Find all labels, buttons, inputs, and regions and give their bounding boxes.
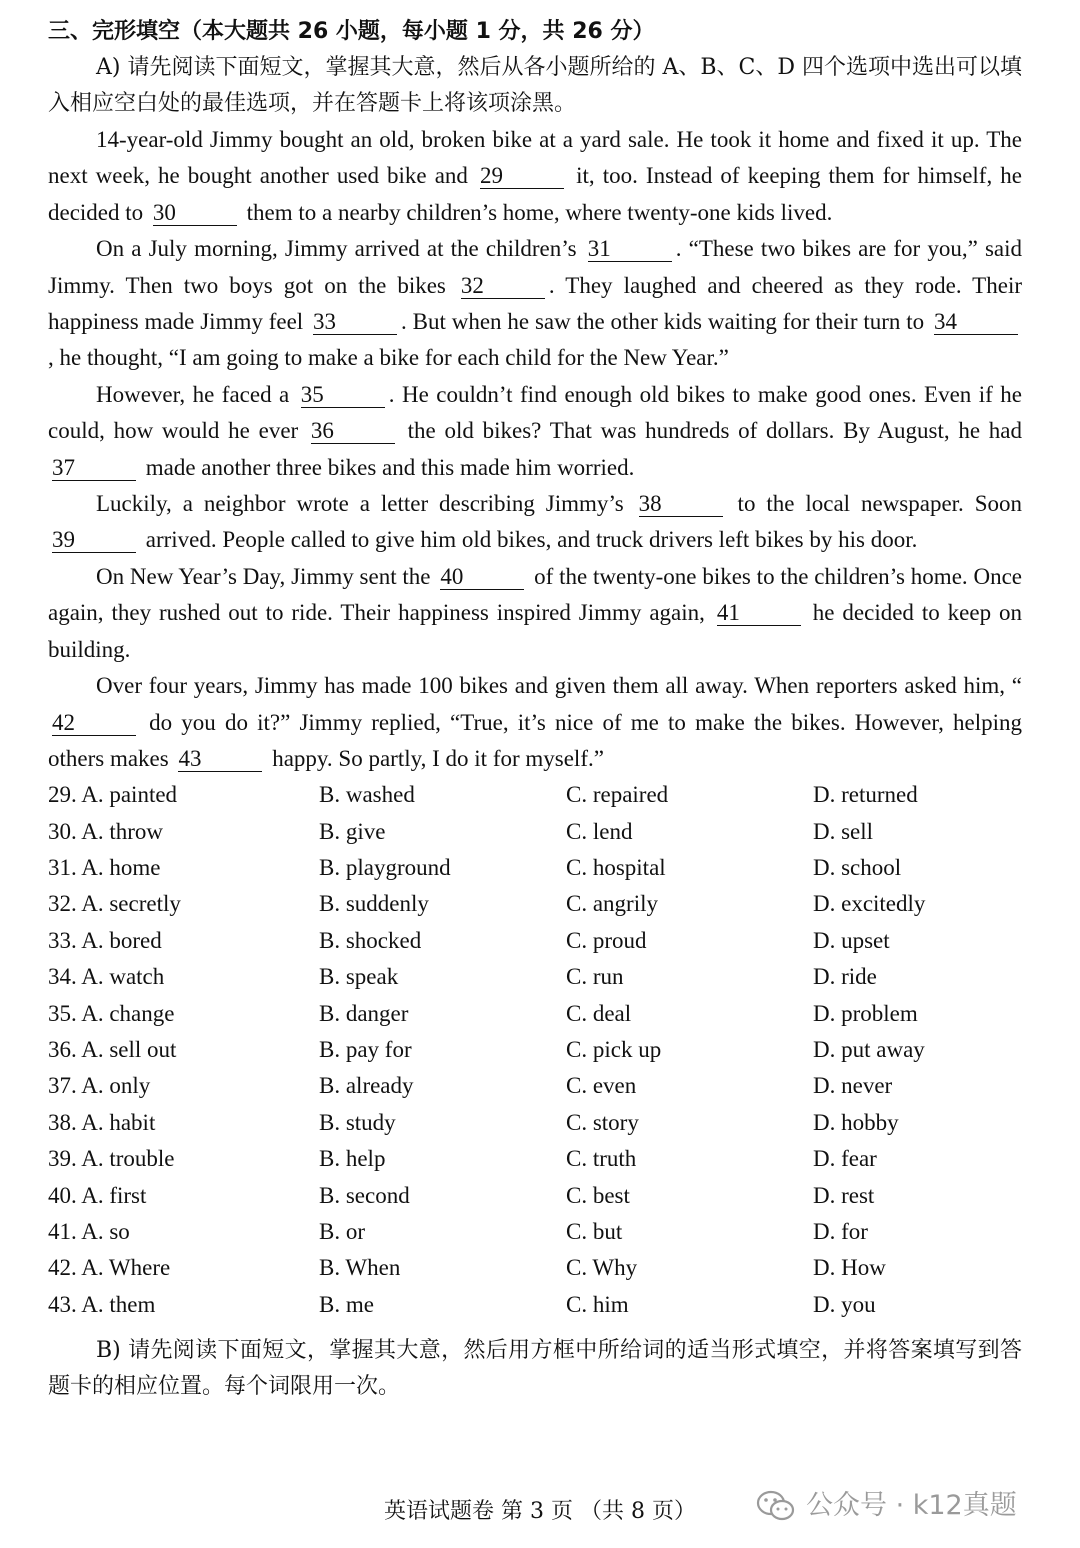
blank-29: 29 [480,164,564,189]
option-row [48,1214,1022,1250]
blank-38: 38 [639,492,723,517]
option-choice: B. study [319,1109,396,1135]
option-choice: D. school [813,855,902,881]
instruction-a: A) 请先阅读下面短文，掌握其大意，然后从各小题所给的 A、B、C、D 四个选项中选出可以填入相应空白处的最佳选项，并在答题卡上将该项涂黑。 [48,55,1022,116]
blank-40: 40 [440,565,524,590]
passage-text: arrived. People called to give him old bikes, and truck drivers left bikes by his door. [140,527,918,553]
option-choice: 30. A. throw [48,818,163,844]
option-choice: B. shocked [319,927,422,953]
passage-text: happy. So partly, I do it for myself.” [266,745,604,771]
option-choice: B. pay for [319,1037,412,1063]
option-choice: C. proud [566,927,647,953]
passage-paragraph [48,668,1022,777]
option-choice: C. even [566,1073,637,1099]
blank-33: 33 [313,310,397,335]
passage-paragraph [48,377,1022,486]
passage-text: Over four years, Jimmy has made 100 bikes and given them all away. When reporters asked him, “ [96,673,1022,699]
option-choice: B. suddenly [319,891,429,917]
passage-paragraph [48,559,1022,668]
option-choice: C. best [566,1182,630,1208]
option-choice: C. him [566,1291,629,1317]
option-choice: D. problem [813,1000,918,1026]
blank-36: 36 [311,419,395,444]
option-choice: D. rest [813,1182,875,1208]
passage-text: On a July morning, Jimmy arrived at the children’s [96,236,584,262]
option-choice: C. deal [566,1000,632,1026]
blank-42: 42 [52,711,136,736]
option-choice: D. sell [813,818,874,844]
option-choice: D. put away [813,1037,925,1063]
option-choice: 38. A. habit [48,1109,156,1135]
option-choice: 35. A. change [48,1000,175,1026]
option-row [48,777,1022,813]
blank-35: 35 [301,383,385,408]
option-choice: B. help [319,1146,386,1172]
watermark [756,1486,1017,1526]
watermark-text: 公众号 · k12真题 [806,1490,1017,1521]
option-choice: C. story [566,1109,639,1135]
option-choice: 34. A. watch [48,964,165,990]
passage-text: of the twenty-one bikes to the children’s home. Once again, they rushed out to ride. Their happiness inspired Jimmy again, [48,563,1023,626]
option-choice: D. fear [813,1146,877,1172]
option-choice: 43. A. them [48,1291,156,1317]
passage-text: to the local newspaper. Soon [726,491,1022,517]
option-choice: C. angrily [566,891,658,917]
option-choice: B. already [319,1073,414,1099]
passage-text: it, too. Instead of keeping them for himself, he decided to [48,163,1022,225]
option-choice: C. hospital [566,855,666,881]
option-row [48,959,1022,995]
blank-39: 39 [52,528,136,553]
option-choice: D. you [813,1291,876,1317]
option-choice: D. hobby [813,1109,899,1135]
passage-text: he decided to keep on building. [48,600,1023,662]
blank-37: 37 [52,456,136,481]
blank-41: 41 [717,601,801,626]
option-choice: B. or [319,1219,365,1244]
option-choice: B. danger [319,1000,409,1026]
passage-text: made another three bikes and this made him worried. [140,454,635,480]
passage-text: . They laughed and cheered as they rode. Their happiness made Jimmy feel [48,272,1022,335]
option-choice: 33. A. bored [48,927,162,953]
option-choice: B. washed [319,782,415,808]
passage-text: Luckily, a neighbor wrote a letter describing Jimmy’s [96,491,635,517]
page-footer: 英语试题卷 第 3 页 （共 8 页） [384,1499,696,1524]
option-row [48,814,1022,850]
passage-text: . He couldn’t find enough old bikes to make good ones. Even if he could, how would he ever [48,381,1023,444]
passage-text: . But when he saw the other kids waiting for their turn to [401,309,931,335]
option-row [48,923,1022,959]
option-choice: C. lend [566,818,633,844]
option-row [48,1250,1022,1286]
option-row [48,1068,1022,1104]
passage-paragraph [48,486,1022,559]
options-list [48,777,1022,1323]
blank-32: 32 [461,274,545,299]
option-choice: 39. A. trouble [48,1146,175,1172]
cloze-passage [48,122,1022,777]
option-choice: D. How [813,1255,886,1281]
option-choice: D. returned [813,782,918,808]
option-row [48,886,1022,922]
option-choice: C. pick up [566,1037,662,1063]
option-choice: C. Why [566,1255,638,1281]
instruction-b: B) 请先阅读下面短文，掌握其大意，然后用方框中所给词的适当形式填空，并将答案填写到答题卡的相应位置。每个词限用一次。 [48,1338,1022,1400]
option-choice: D. never [813,1073,893,1099]
option-choice: B. second [319,1182,410,1208]
blank-34: 34 [934,310,1018,335]
wechat-icon [756,1490,796,1522]
option-choice: 36. A. sell out [48,1037,177,1063]
option-row [48,996,1022,1032]
section-title: 三、完形填空（本大题共 26 小题，每小题 1 分，共 26 分） [48,19,655,44]
option-choice: B. When [319,1255,401,1281]
option-choice: B. speak [319,964,399,990]
blank-31: 31 [588,237,672,262]
option-choice: B. me [319,1291,374,1317]
option-choice: C. repaired [566,782,669,808]
passage-text: do you do it?” Jimmy replied, “True, it’s nice of me to make the bikes. However, helping others makes [48,709,1022,771]
blank-43: 43 [178,747,262,772]
option-choice: 32. A. secretly [48,891,181,917]
option-row [48,1105,1022,1141]
option-row [48,1287,1022,1323]
option-choice: C. but [566,1219,623,1244]
option-row [48,1141,1022,1177]
option-choice: C. run [566,964,624,990]
passage-text: . “These two bikes are for you,” said Jimmy. Then two boys got on the bikes [48,236,1022,298]
option-choice: B. playground [319,855,451,881]
option-choice: 29. A. painted [48,782,178,808]
option-row [48,850,1022,886]
passage-text: On New Year’s Day, Jimmy sent the [96,563,437,589]
passage-text: However, he faced a [96,381,297,407]
passage-text: the old bikes? That was hundreds of dollars. By August, he had [398,418,1022,444]
passage-text: 14-year-old Jimmy bought an old, broken bike at a yard sale. He took it home and fixed it up. The next week, he bought another used bike and [48,127,1022,189]
passage-paragraph [48,122,1022,231]
option-choice: 40. A. first [48,1182,147,1208]
option-choice: 42. A. Where [48,1255,171,1281]
option-choice: 41. A. so [48,1219,130,1244]
option-choice: D. ride [813,964,877,990]
passage-text: them to a nearby children’s home, where twenty-one kids lived. [240,199,833,225]
option-choice: D. excitedly [813,891,926,917]
passage-text: , he thought, “I am going to make a bike for each child for the New Year.” [48,345,729,371]
option-choice: B. give [319,818,386,844]
option-choice: 31. A. home [48,855,161,881]
option-choice: 37. A. only [48,1073,151,1099]
option-choice: C. truth [566,1146,637,1172]
exam-page [48,14,1022,1405]
option-row [48,1032,1022,1068]
option-choice: D. upset [813,927,890,953]
option-choice: D. for [813,1219,868,1244]
blank-30: 30 [153,201,237,226]
passage-paragraph [48,231,1022,377]
option-row [48,1178,1022,1214]
